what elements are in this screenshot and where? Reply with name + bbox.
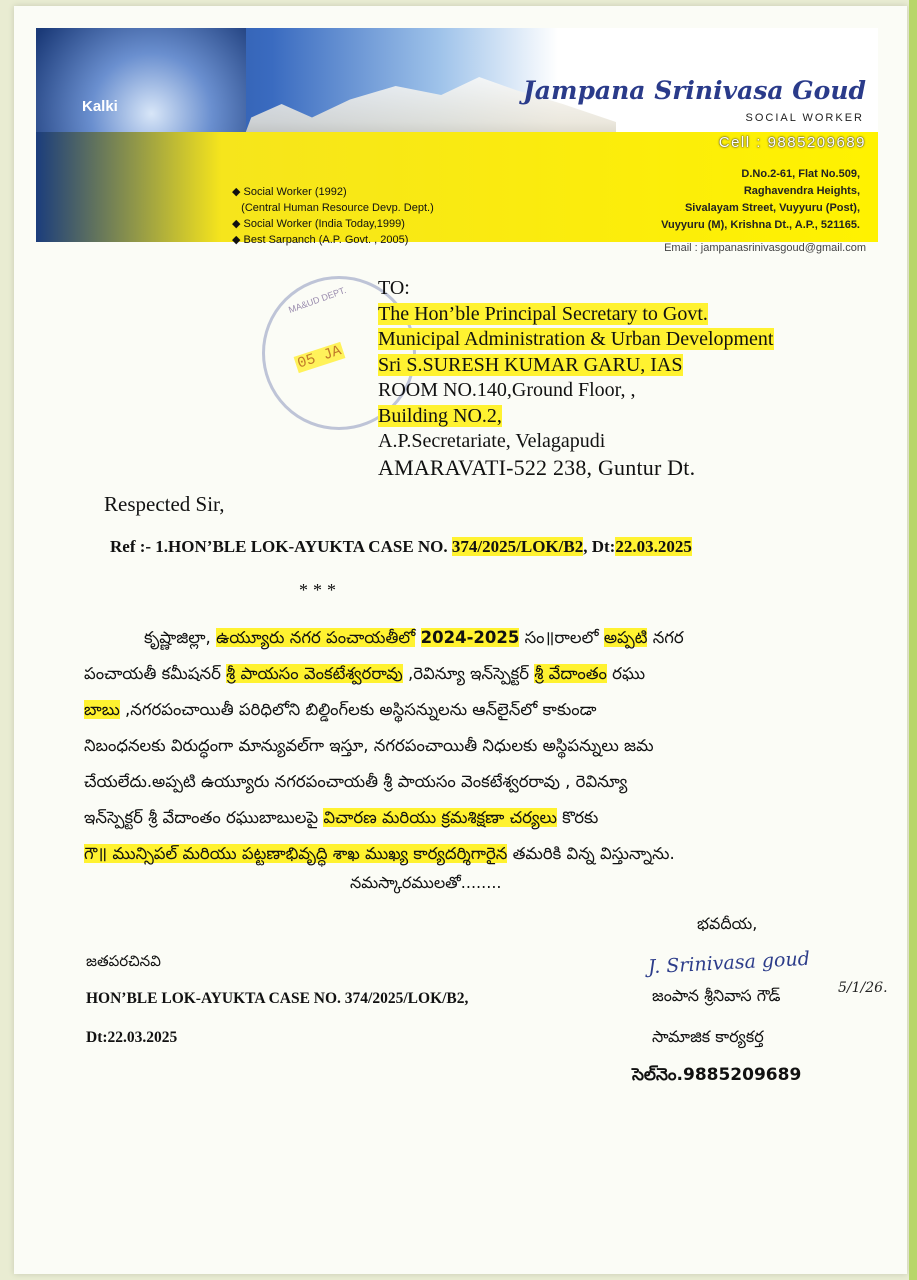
address-line: Raghavendra Heights, (743, 185, 860, 197)
signatory-cell: సెల్‌నెం.9885209689 (632, 1065, 802, 1085)
address-line: D.No.2-61, Flat No.509, (741, 168, 860, 180)
body-line: ఇన్‌స్పెక్టర్ శ్రీ వేదాంతం రఘుబాబులపై విచారణ మరియు క్రమశిక్షణా చర్యలు కొరకు (84, 808, 599, 827)
letterhead-name: Jampana Srinivasa Goud (522, 76, 866, 105)
addressee-line: A.P.Secretariate, Velagapudi (378, 430, 606, 452)
letterhead-address (661, 166, 860, 234)
body-line: నిబంధనలకు విరుద్ధంగా మాన్యువల్‌గా ఇస్తూ, నగరపంచాయితీ నిధులకు అస్థిపన్నులు జమ (84, 736, 654, 755)
letter-body (84, 620, 874, 872)
body-line: కృష్ణాజిల్లా, ఉయ్యూరు నగర పంచాయతీలో 2024-2025 సం॥రాలలో అప్పటి నగర (144, 628, 684, 647)
kalki-label: Kalki (82, 98, 118, 115)
address-line: Vuyyuru (M), Krishna Dt., A.P., 521165. (661, 219, 860, 231)
closing: నమస్కారములతో........ (350, 873, 502, 892)
letterhead-banner (36, 28, 878, 254)
award-item: ◆ Best Sarpanch (A.P. Govt. , 2005) (232, 234, 409, 246)
body-line: బాబు ,నగరపంచాయితీ పరిధిలోని బిల్డింగ్‌లకు అస్థిసన్నులను ఆన్‌లైన్‌లో కాకుండా (84, 700, 597, 719)
to-label: TO: (378, 277, 410, 299)
signature-date: 5/1/26. (838, 980, 888, 996)
award-item: ◆ Social Worker (1992) (232, 186, 347, 198)
award-item: ◆ Social Worker (India Today,1999) (232, 218, 405, 230)
stamp-date: 05 JA (295, 342, 344, 373)
addressee-line: Municipal Administration & Urban Development (378, 328, 774, 350)
addressee-line: Building NO.2, (378, 404, 502, 427)
body-line: గౌ॥ మున్సిపల్ మరియు పట్టణాభివృద్ధి శాఖ ముఖ్య కార్యదర్శిగారైన తమరికి విన్న విస్తున్నాను. (84, 844, 675, 863)
enclosure-line: Dt:22.03.2025 (86, 1029, 178, 1046)
body-line: చేయలేదు.అప్పటి ఉయ్యూరు నగరపంచాయతీ శ్రీ పాయసం వెంకటేశ్వరరావు , రెవిన్యూ (84, 772, 628, 791)
handwritten-signature: J. Srinivasa goud (647, 947, 811, 979)
background-edge (909, 0, 917, 1280)
yours-faithfully: భవదీయ, (697, 914, 758, 933)
addressee-line: The Hon’ble Principal Secretary to Govt. (378, 302, 708, 325)
addressee-line: ROOM NO.140,Ground Floor, , (378, 379, 636, 401)
address-line: Sivalayam Street, Vuyyuru (Post), (684, 202, 860, 214)
addressee-line: Sri S.SURESH KUMAR GARU, IAS (378, 353, 683, 376)
reference-line: Ref :- 1.HON’BLE LOK-AYUKTA CASE NO. 374/2025/LOK/B2, Dt:22.03.2025 (110, 537, 692, 556)
addressee-line: AMARAVATI-522 238, Guntur Dt. (378, 454, 696, 480)
letterhead-cell: Cell : 9885209689 (718, 134, 866, 151)
signatory-designation: సామాజిక కార్యకర్త (652, 1027, 764, 1046)
awards-list (232, 184, 434, 248)
signatory-name: జంపాన శ్రీనివాస గౌడ్ (652, 986, 781, 1005)
enclosure-title: జతపరచినవి (86, 952, 161, 970)
letterhead-email: Email : jampanasrinivasgoud@gmail.com (664, 242, 866, 254)
separator: *** (299, 580, 341, 600)
enclosure-line: HON’BLE LOK-AYUKTA CASE NO. 374/2025/LOK/B2, (86, 990, 469, 1007)
award-item: (Central Human Resource Devp. Dept.) (241, 202, 434, 214)
salutation: Respected Sir, (104, 492, 225, 516)
stamp-dept: MA&UD DEPT. (287, 284, 348, 316)
addressee-block (378, 276, 774, 480)
letterhead-role: SOCIAL WORKER (745, 112, 864, 124)
body-line: పంచాయతీ కమీషనర్ శ్రీ పాయసం వెంకటేశ్వరరావు ,రెవిన్యూ ఇన్‌స్పెక్టర్ శ్రీ వేదాంతం రఘు (84, 664, 646, 683)
